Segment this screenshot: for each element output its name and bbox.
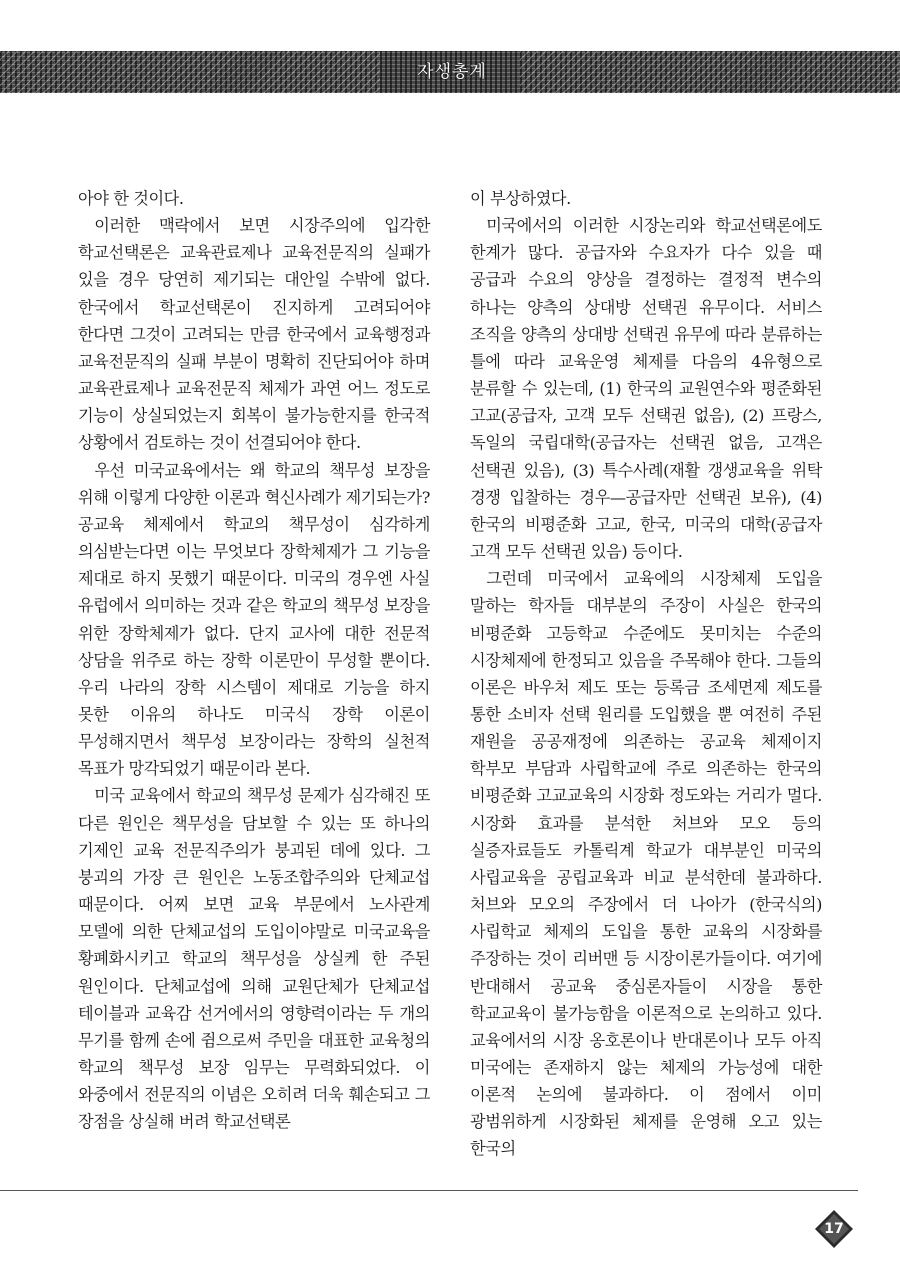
header-texture	[520, 51, 900, 93]
paragraph: 이 부상하였다.	[470, 189, 571, 208]
paragraph: 미국에서의 이러한 시장논리와 학교선택론에도 한계가 많다. 공급자와 수요자가 다수 있을 때 공급과 수요의 양상을 결정하는 결정적 변수의 하나는 양측의 상대방 선택권 유무이다. 서비스 조직을 양측의 상대방 선택권 유무에 따라 분류하는 틀에 따라 교육운영 체제를 다음의 4유형으로 분류할 수 있는데, (1) 한국의 교원연수와 평준화된 고교(공급자, 고객 모두 선택권 없음), (2) 프랑스, 독일의 국립대학(공급자는 선택권 없음, 고객은 선택권 있음), (3) 특수사례(재활 갱생교육을 위탁 경쟁 입찰하는 경우—공급자만 선택권 보유), (4) 한국의 비평준화 고교, 한국, 미국의 대학(공급자 고객 모두 선택권 있음) 등이다.	[470, 216, 822, 562]
paragraph: 우선 미국교육에서는 왜 학교의 책무성 보장을 위해 이렇게 다양한 이론과 혁신사례가 제기되는가? 공교육 체제에서 학교의 책무성이 심각하게 의심받는다면 이는 무엇보다 장학체제가 그 기능을 제대로 하지 못했기 때문이다. 미국의 경우엔 사실 유럽에서 의미하는 것과 같은 학교의 책무성 보장을 위한 장학체제가 없다. 단지 교사에 대한 전문적 상담을 위주로 하는 장학 이론만이 무성할 뿐이다. 우리 나라의 장학 시스템이 제대로 기능을 하지 못한 이유의 하나도 미국식 장학 이론이 무성해지면서 책무성 보장이라는 장학의 실천적 목표가 망각되었기 때문이라 본다.	[78, 460, 430, 779]
page-number: 17	[824, 1221, 844, 1237]
paragraph: 미국 교육에서 학교의 책무성 문제가 심각해진 또 다른 원인은 책무성을 담보할 수 있는 또 하나의 기제인 교육 전문직주의가 붕괴된 데에 있다. 그 붕괴의 가장 큰 원인은 노동조합주의와 단체교섭 때문이다. 어찌 보면 교육 부문에서 노사관계 모델에 의한 단체교섭의 도입이야말로 미국교육을 황폐화시키고 학교의 책무성을 상실케 한 주된 원인이다. 단체교섭에 의해 교원단체가 단체교섭 테이블과 교육감 선거에서의 영향력이라는 두 개의 무기를 함께 손에 쥠으로써 주민을 대표한 교육청의 학교의 책무성 보장 임무는 무력화되었다. 이 와중에서 전문직의 이념은 오히려 더욱 훼손되고 그 장점을 상실해 버려 학교선택론	[78, 786, 430, 1132]
right-column	[470, 185, 822, 1163]
paragraph: 그런데 미국에서 교육에의 시장체제 도입을 말하는 학자들 대부분의 주장이 사실은 한국의 비평준화 고등학교 수준에도 못미치는 수준의 시장체제에 한정되고 있음을 주목해야 한다. 그들의 이론은 바우처 제도 또는 등록금 조세면제 제도를 통한 소비자 선택 원리를 도입했을 뿐 여전히 주된 재원을 공공재정에 의존하는 공교육 체제이지 학부모 부담과 사립학교에 주로 의존하는 한국의 비평준화 고교교육의 시장화 정도와는 거리가 멀다. 시장화 효과를 분석한 처브와 모오 등의 실증자료들도 카톨릭계 학교가 대부분인 미국의 사립교육을 공립교육과 비교 분석한데 불과하다. 처브와 모오의 주장에서 더 나아가 (한국식의)사립학교 체제의 도입을 통한 교육의 시장화를 주장하는 것이 리버맨 등 시장이론가들이다. 여기에 반대해서 공교육 중심론자들이 시장을 통한 학교교육이 불가능함을 이론적으로 논의하고 있다. 교육에서의 시장 옹호론이나 반대론이나 모두 아직 미국에는 존재하지 않는 체제의 가능성에 대한 이론적 논의에 불과하다. 이 점에서 이미 광범위하게 시장화된 체제를 운영해 오고 있는 한국의	[470, 569, 822, 1159]
paragraph: 이러한 맥락에서 보면 시장주의에 입각한 학교선택론은 교육관료제나 교육전문직의 실패가 있을 경우 당연히 제기되는 대안일 수밖에 없다. 한국에서 학교선택론이 진지하게 고려되어야 한다면 그것이 고려되는 만큼 한국에서 교육행정과 교육전문직의 실패 부분이 명확히 진단되어야 하며 교육관료제나 교육전문직 체제가 과연 어느 정도로 기능이 상실되었는지 회복이 불가능한지를 한국적 상황에서 검토하는 것이 선결되어야 한다.	[78, 216, 430, 453]
left-column	[78, 185, 430, 1135]
paragraph: 아야 한 것이다.	[78, 189, 184, 208]
section-label: 자생총계	[417, 62, 487, 82]
header-texture	[0, 51, 380, 93]
footer-rule	[0, 1190, 858, 1191]
